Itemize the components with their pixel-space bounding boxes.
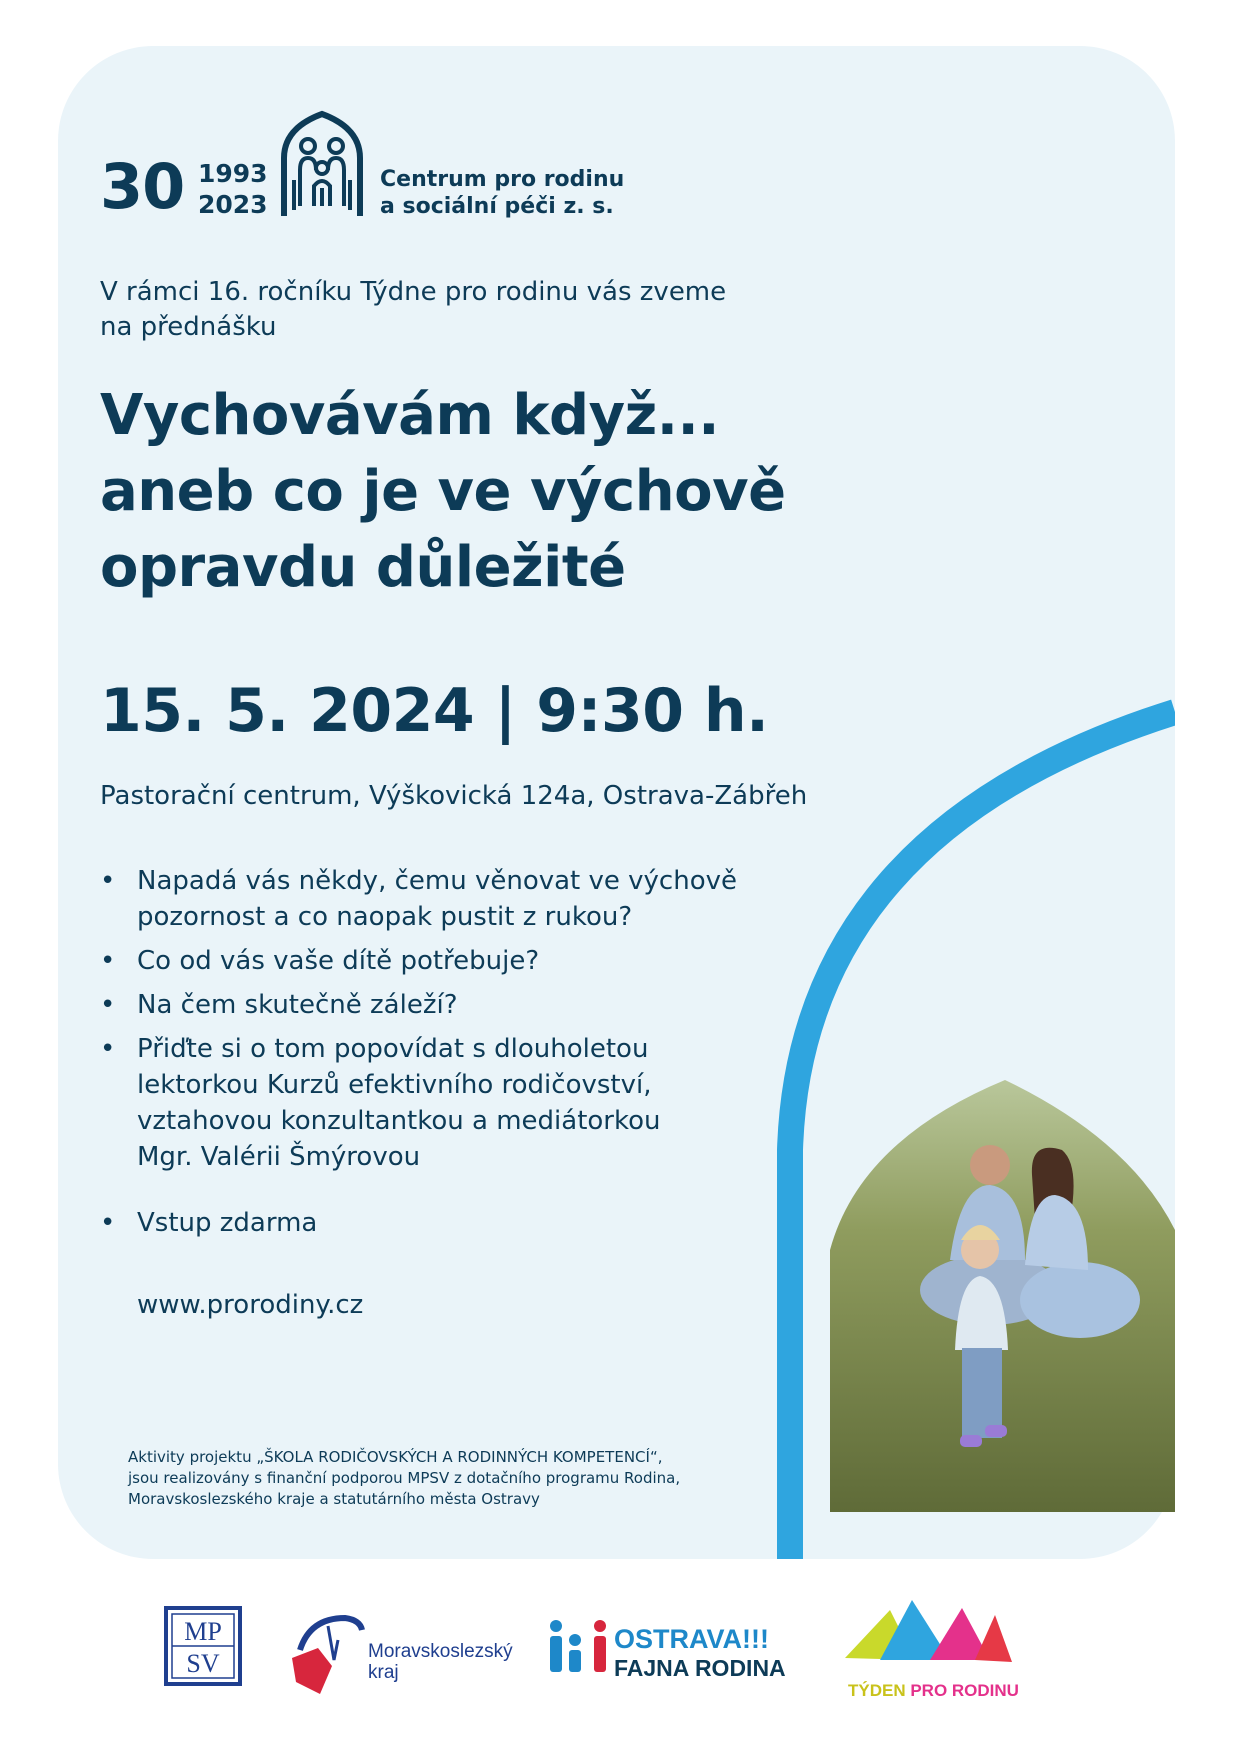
intro-line-2: na přednášku [100,312,277,342]
bullet-2: • Co od vás vaše dítě potřebuje? [137,946,540,976]
title-line-2: aneb co je ve výchově [100,459,786,524]
bullet-4-line-4: Mgr. Valérii Šmýrovou [137,1142,421,1172]
org-line-1: Centrum pro rodinu [380,167,625,192]
lecture-title [100,378,1000,606]
bullet-3: • Na čem skutečně záleží? [137,990,458,1020]
funding-note [128,1447,768,1510]
bullet-item [100,1205,820,1241]
ostrava-logo [550,1620,786,1681]
ostrava-line-2: FAJNA RODINA [614,1655,786,1681]
bullet-1-line-2: pozornost a co naopak pustit z rukou? [137,902,633,932]
msk-line-1: Moravskoslezský [368,1641,513,1662]
year-end: 2023 [198,190,268,219]
funding-note-line-1: Aktivity projektu „ŠKOLA RODIČOVSKÝCH A RODINNÝCH KOMPETENCÍ“, [128,1448,663,1466]
bullet-item [100,1031,820,1175]
mpsv-logo [166,1608,240,1684]
family-arch-logo-icon [276,110,368,220]
tyden-part-1: TÝDEN [848,1681,911,1700]
title-line-1: Vychovávám když... [100,383,720,448]
funding-note-line-2: jsou realizovány s finanční podporou MPSV z dotačního programu Rodina, [128,1469,681,1487]
bullet-4-line-1: • Přiďte si o tom popovídat s dlouholetou [137,1034,649,1064]
ostrava-line-1: OSTRAVA!!! [614,1624,769,1654]
msk-logo [292,1618,513,1694]
family-photo [830,1080,1175,1512]
mpsv-bottom-text: SV [186,1649,220,1678]
sponsor-logos [0,1590,1241,1710]
anniversary-number: 30 [100,150,185,223]
bullet-item [100,863,820,935]
intro-line-1: V rámci 16. ročníku Týdne pro rodinu vás zveme [100,277,727,307]
year-start: 1993 [198,159,268,188]
anniversary-years [198,158,268,220]
organization-name [380,166,624,220]
bullet-1-line-1: • Napadá vás někdy, čemu věnovat ve výchově [137,866,737,896]
bullet-5: • Vstup zdarma [137,1208,318,1238]
bullet-list [100,863,820,1249]
tyden-pro-rodinu-logo [845,1600,1019,1700]
tyden-part-2: PRO RODINU [910,1681,1019,1700]
tyden-text [848,1681,1019,1700]
website-link[interactable]: www.prorodiny.cz [137,1290,364,1320]
funding-note-line-3: Moravskoslezského kraje a statutárního města Ostravy [128,1490,540,1508]
bullet-4-line-3: vztahovou konzultantkou a mediátorkou [137,1106,661,1136]
msk-line-2: kraj [368,1662,399,1683]
org-line-2: a sociální péči z. s. [380,194,614,219]
mpsv-top-text: MP [184,1617,222,1646]
event-datetime: 15. 5. 2024 | 9:30 h. [100,676,769,746]
event-place: Pastorační centrum, Výškovická 124a, Ostrava-Zábřeh [100,781,808,811]
intro-text [100,275,800,345]
bullet-4-line-2: lektorkou Kurzů efektivního rodičovství, [137,1070,652,1100]
bullet-item [100,987,820,1023]
title-line-3: opravdu důležité [100,535,626,600]
bullet-item [100,943,820,979]
